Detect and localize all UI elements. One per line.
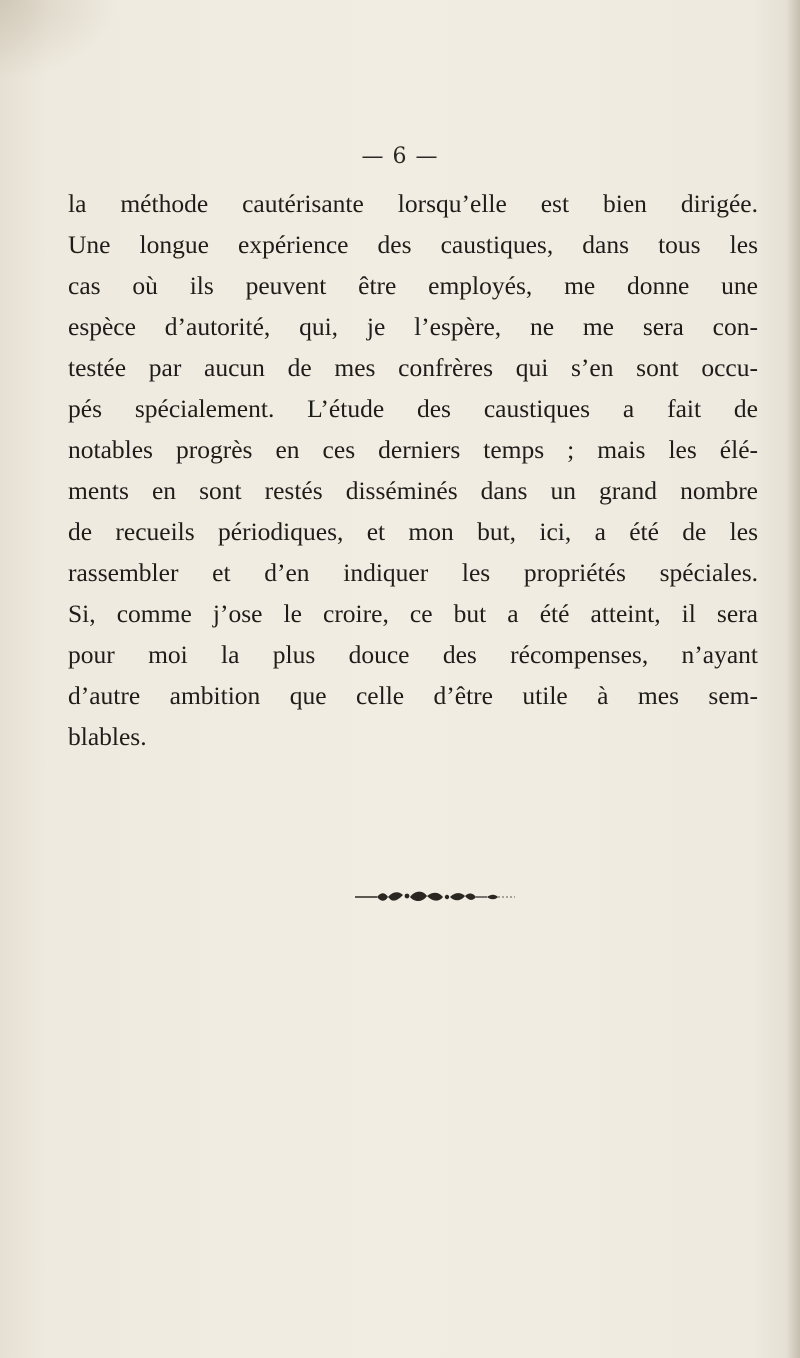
page-number: — 6 — (361, 144, 439, 169)
text-line: blables. (68, 722, 147, 751)
text-line: Une longue expérience des caustiques, dans tous les (68, 230, 758, 259)
text-line: d’autre ambition que celle d’être utile à mes sem- (68, 681, 758, 710)
text-line: ments en sont restés disséminés dans un grand nombre (68, 476, 758, 505)
text-line: cas où ils peuvent être employés, me donne une (68, 271, 758, 300)
text-line: pés spécialement. L’étude des caustiques a fait de (68, 394, 758, 423)
text-line: espèce d’autorité, qui, je l’espère, ne me sera con- (68, 312, 758, 341)
text-line: testée par aucun de mes confrères qui s’en sont occu- (68, 353, 758, 382)
text-line: Si, comme j’ose le croire, ce but a été atteint, il sera (68, 599, 758, 628)
text-line: notables progrès en ces derniers temps ; mais les élé- (68, 435, 758, 464)
fleuron-ornament (355, 890, 515, 904)
page-edge-shadow (786, 0, 800, 1358)
text-line: pour moi la plus douce des récompenses, n’ayant (68, 640, 758, 669)
paper-stain (0, 0, 120, 80)
text-line: rassembler et d’en indiquer les propriétés spéciales. (68, 558, 758, 587)
text-line: de recueils périodiques, et mon but, ici, a été de les (68, 517, 758, 546)
text-line: la méthode cautérisante lorsqu’elle est bien dirigée. (68, 189, 758, 218)
body-paragraph (68, 183, 758, 757)
